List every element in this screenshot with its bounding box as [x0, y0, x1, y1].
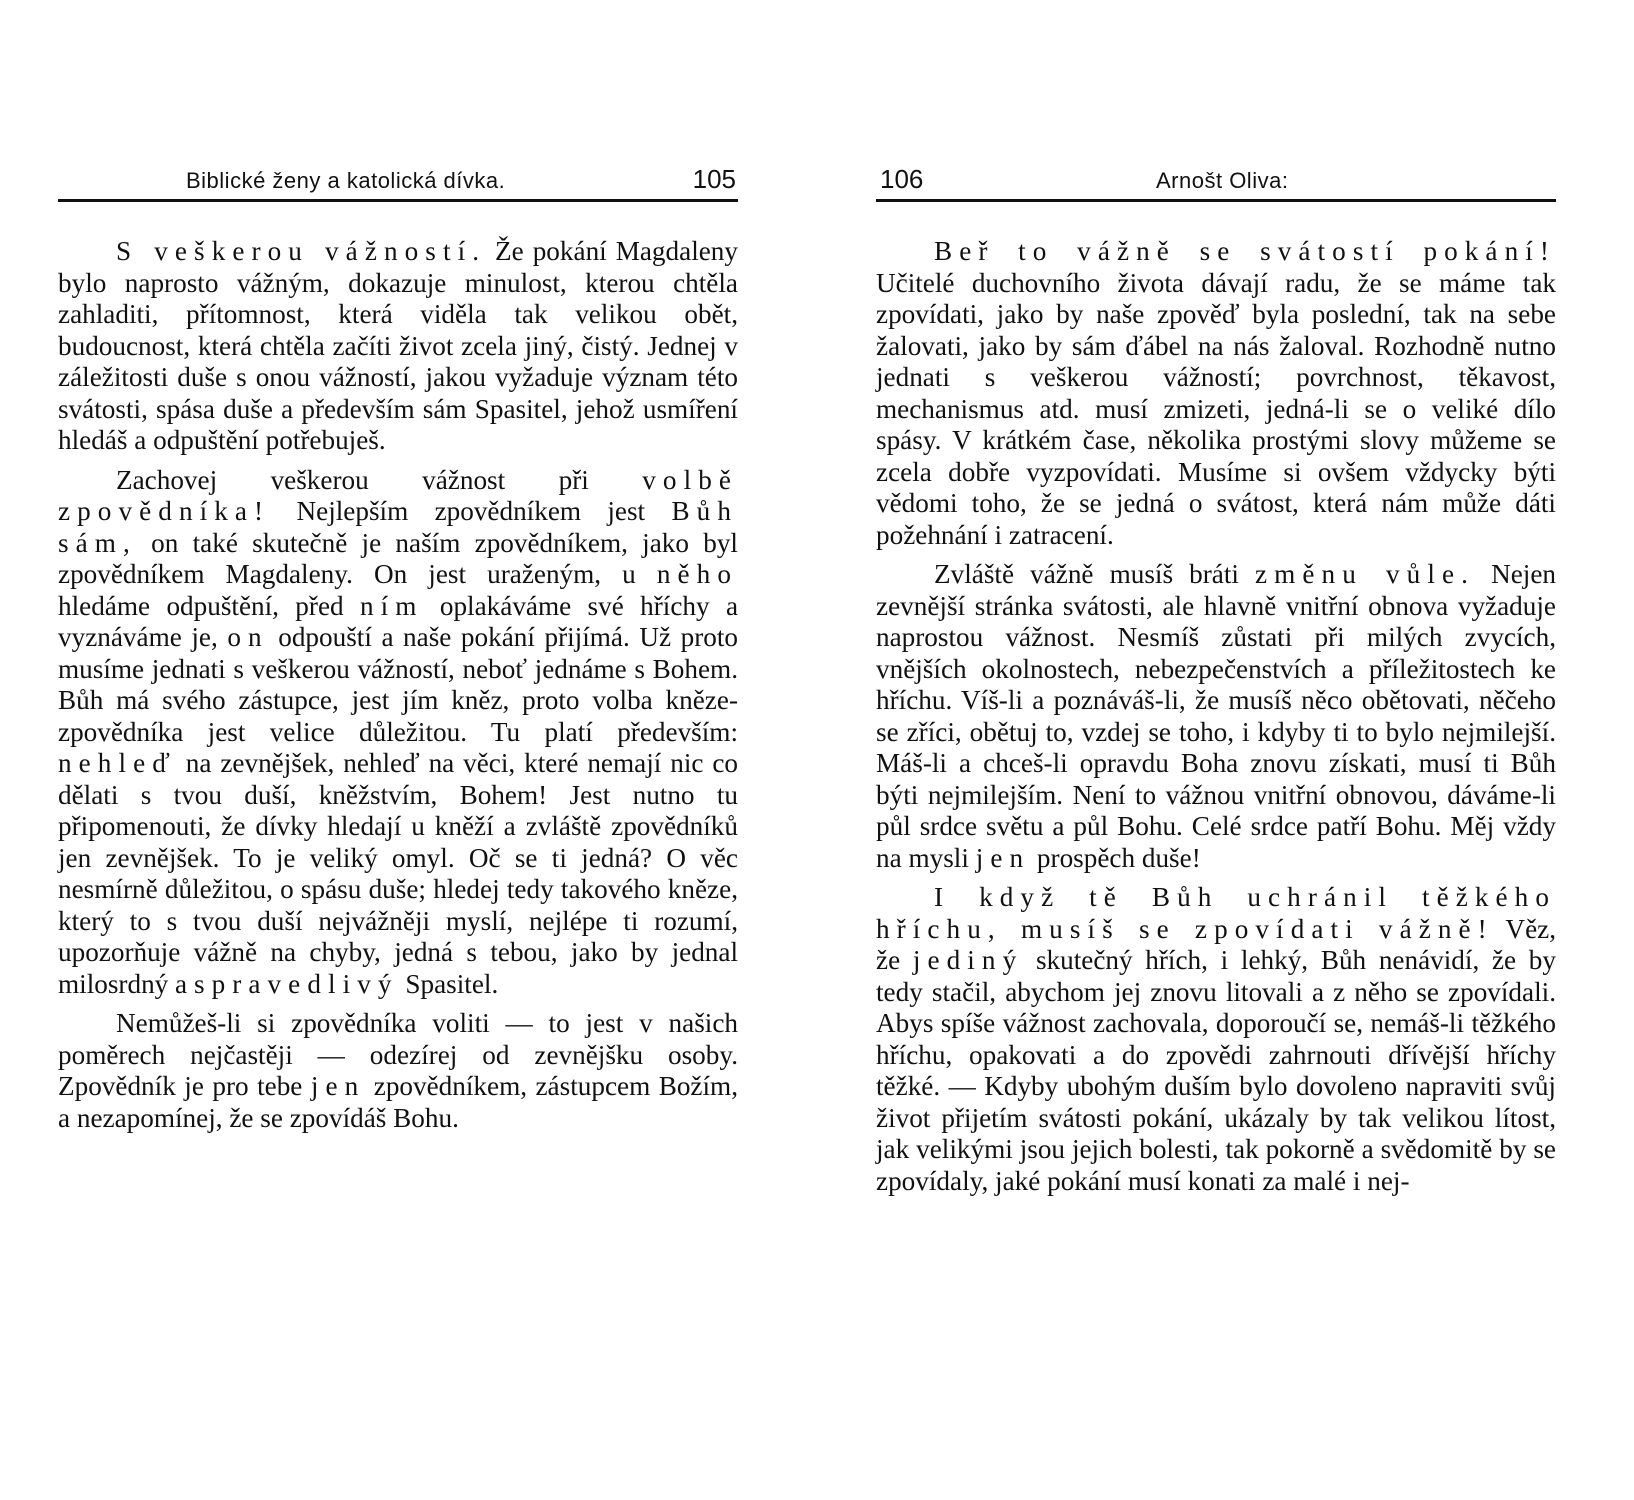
emphasis-text: ním — [359, 590, 424, 621]
body-text — [876, 236, 1556, 1197]
text-run: skutečný hřích, i lehký, Bůh nenávidí, že by tedy stačil, abychom jej znovu litovali a z něho se zpovídali. Abys spíše vážnost zachovala, doporoučí se, nemáš-li těžkého hříchu, opakovati a do zpovědi zahrnouti dřívější hříchy těžké. — Kdyby ubohým duším bylo dovoleno napraviti svůj život přijetím svátosti pokání, ukázaly by tak velikou lítost, jak velikými jsou jejich bolesti, tak pokorně a svědomitě by se zpovídaly, jaké pokání musí konati za malé i nej- — [876, 945, 1556, 1196]
emphasis-text: změnu vůle. — [1255, 559, 1475, 589]
body-text — [58, 236, 738, 1134]
emphasis-text: jen — [310, 1071, 366, 1101]
text-run: Učitelé duchovního života dávají radu, že se máme tak zpovídati, jako by naše zpověď byla poslední, tak na sebe žalovati, jako by sám ďábel na nás žaloval. Rozhodně nutno jednati s veškerou vážností; povrchnost, těkavost, mechanismus atd. musí zmizeti, jedná-li se o veliké dílo spásy. V krátkém čase, několika prostými slovy můžeme se zcela dobře vyzpovídati. Musíme si ovšem vždycky býti vědomi toho, že se jedná o svátost, která nám může dáti požehnání i zatracení. — [876, 267, 1556, 550]
right-page — [876, 0, 1556, 1500]
paragraph — [58, 1008, 738, 1134]
emphasis-text: volbě zpovědníka! — [58, 464, 738, 526]
text-run: prospěch duše! — [1030, 842, 1201, 873]
running-title: Arnošt Oliva: — [1156, 168, 1289, 193]
emphasis-text: S veškerou vážností. — [116, 236, 487, 266]
page-number: 105 — [692, 164, 736, 194]
emphasis-text: I když tě Bůh uchránil těžkého hříchu, musíš se zpovídati vážně! — [876, 882, 1556, 944]
emphasis-text: něho — [656, 559, 738, 589]
text-run: Věz, že — [876, 913, 1557, 975]
text-run: Nejen zevnější stránka svátosti, ale hlavně vnitřní obnova vyžaduje naprostou vážnost. Nesmíš zůstati při milých zvycích, vnějších okolnostech, nebezpečenstvích a příležitostech ke hříchu. Víš-li a poznáváš-li, že musíš něco obětovati, něčeho se zříci, obětuj to, vzdej se toho, i kdyby ti to bylo nejmilejší. Máš-li a chceš-li opravdu Boha znovu získati, musí ti Bůh býti nejmilejším. Není to vážnou vnitřní obnovou, dáváme-li půl srdce světu a půl Bohu. Celé srdce patří Bohu. Měj vždy na mysli — [876, 559, 1556, 873]
text-run: hledáme odpuštění, před — [58, 590, 360, 621]
header-rule — [876, 199, 1556, 202]
emphasis-text: jediný — [912, 945, 1024, 975]
running-head — [876, 166, 1556, 196]
paragraph — [58, 236, 738, 457]
running-head — [58, 166, 738, 196]
left-page — [58, 0, 738, 1500]
emphasis-text: Beř to vážně se svátostí pokání! — [934, 236, 1556, 266]
emphasis-text: nehleď — [58, 748, 177, 778]
text-run: Zachovej veškerou vážnost při — [116, 464, 643, 495]
page-number: 106 — [880, 164, 924, 194]
text-run: Nemůžeš-li si zpovědníka voliti — to jest v našich poměrech nejčastěji — odezírej od zevnějšku osoby. Zpovědník je pro tebe — [58, 1008, 738, 1101]
paragraph — [876, 882, 1556, 1197]
running-title: Biblické ženy a katolická dívka. — [186, 168, 506, 193]
text-run: Spasitel. — [398, 968, 499, 999]
text-run: zpovědníkem, zástupcem Božím, a nezapomínej, že se zpovídáš Bohu. — [58, 1071, 738, 1133]
paragraph — [876, 236, 1556, 551]
emphasis-text: on — [227, 622, 269, 652]
paragraph — [58, 465, 738, 1001]
emphasis-text: Bůh sám, — [58, 496, 738, 558]
text-run: na zevnějšek, nehleď na věci, které nemají nic co dělati s tvou duší, kněžstvím, Bohem! Jest nutno tu připomenouti, že dívky hledají u kněží a zvláště zpovědníků jen zevnějšek. To je veliký omyl. Oč se ti jedná? O věc nesmírně důležitou, o spásu duše; hledej tedy takového kněze, který to s tvou duší nejvážněji myslí, nejlépe ti rozumí, upozorňuje vážně na chyby, jedná s tebou, jako by jednal milosrdný a — [58, 748, 738, 999]
text-run: Zvláště vážně musíš bráti — [934, 559, 1256, 589]
header-rule — [58, 199, 738, 202]
emphasis-text: jen — [975, 842, 1031, 873]
text-run: oplakáváme své hříchy a vyznáváme je, — [58, 590, 739, 652]
text-run: Že pokání Magdaleny bylo naprosto vážným, dokazuje minulost, kterou chtěla zahladiti, přítomnost, která viděla tak velikou obět, budoucnost, která chtěla začíti život zcela jiný, čistý. Jednej v záležitosti duše s onou vážností, jakou vyžaduje význam této svátosti, spása duše a především sám Spasitel, jehož usmíření hledáš a odpuštění potřebuješ. — [58, 236, 738, 455]
paragraph — [876, 559, 1556, 874]
text-run: odpouští a naše pokání přijímá. Už proto musíme jednati s veškerou vážností, neboť jednáme s Bohem. Bůh má svého zástupce, jest jím kněz, proto volba kněze-zpovědníka jest velice důležitou. Tu platí především: — [58, 622, 738, 747]
text-run: Nejlepším zpovědníkem jest — [270, 496, 672, 526]
emphasis-text: spravedlivý — [193, 968, 399, 999]
text-run: on také skutečně je naším zpovědníkem, jako byl zpovědníkem Magdaleny. On jest uraženým, u — [58, 527, 738, 589]
